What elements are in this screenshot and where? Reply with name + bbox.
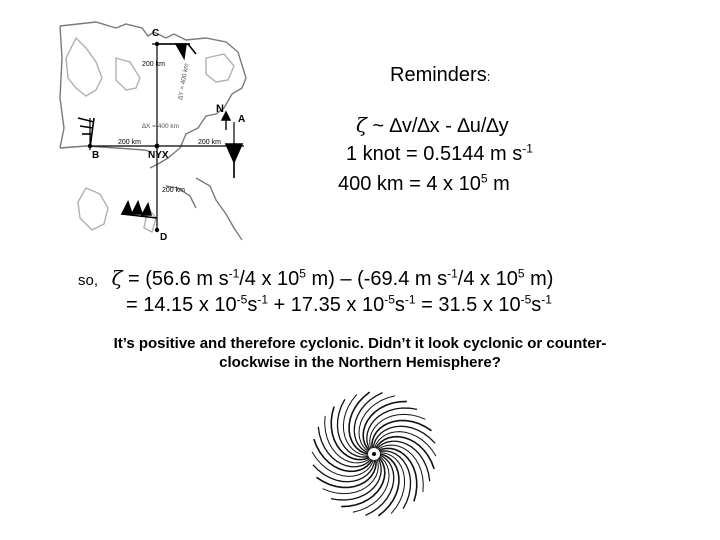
so-label: so, (78, 272, 99, 289)
reminders-title (390, 64, 490, 87)
computation-line-1 (78, 266, 553, 291)
swirl-center (372, 452, 376, 456)
map-label-km-left: 200 km (118, 139, 141, 146)
map-label-km-bottom: 200 km (162, 187, 185, 194)
calc-part: = 14.15 x 10 (126, 294, 237, 316)
map-label-dy: ∆Y = 400 km (177, 62, 191, 101)
vorticity-formula (356, 113, 509, 138)
map-label-km-right: 200 km (198, 139, 221, 146)
km-conversion-unit: m (487, 173, 510, 195)
calc-exp: 5 (517, 266, 525, 281)
calc-part: = (56.6 m s (122, 268, 229, 290)
swirl-arm (317, 460, 377, 488)
calc-exp: 5 (299, 266, 306, 281)
computation-line-2 (126, 294, 552, 317)
calc-exp: -1 (541, 292, 552, 307)
map-label-dx: ∆X = 400 km (142, 123, 180, 130)
knot-conversion-exp: -1 (522, 141, 533, 156)
map-label-km-top: 200 km (142, 61, 165, 68)
calc-part: + 17.35 x 10 (268, 294, 385, 316)
calc-exp: -5 (236, 292, 248, 307)
map-label-n: N (216, 103, 224, 115)
calc-part: s (394, 294, 405, 316)
knot-conversion (346, 143, 533, 166)
calc-part: = 31.5 x 10 (415, 294, 521, 316)
calc-part: /4 x 10 (239, 268, 300, 290)
map-label-a: A (238, 114, 246, 125)
map-label-c: C (152, 28, 160, 39)
reminders-title-text: Reminders (390, 64, 487, 86)
cyclone-swirl-icon (308, 388, 440, 520)
calc-exp: -1 (257, 292, 268, 307)
calc-part: /4 x 10 (457, 268, 518, 290)
conclusion-line-1: It’s positive and therefore cyclonic. Didn’t it look cyclonic or counter- (113, 335, 607, 352)
km-conversion-text: 400 km = 4 x 10 (338, 173, 481, 195)
map-label-b: B (92, 150, 100, 161)
reminders-title-colon: : (486, 69, 491, 84)
map-label-d: D (160, 232, 168, 243)
calc-exp: -5 (520, 292, 532, 307)
conclusion-text (60, 334, 660, 372)
zeta-symbol-2: ζ (111, 266, 123, 290)
tilde-symbol: ~ (372, 115, 385, 137)
calc-exp: -5 (384, 292, 395, 307)
conclusion-line-2: clockwise in the Northern Hemisphere? (219, 354, 501, 371)
zeta-symbol: ζ (356, 113, 367, 137)
map-label-nyx: NYX (148, 150, 169, 161)
calc-part: m) – (-69.4 m s (305, 268, 448, 290)
calc-exp: -1 (404, 292, 416, 307)
knot-conversion-text: 1 knot = 0.5144 m s (346, 143, 523, 165)
km-conversion-exp: 5 (480, 171, 488, 186)
calc-part: m) (524, 268, 554, 290)
swirl-arm (372, 421, 432, 449)
formula-expression: ∆v/∆x - ∆u/∆y (389, 115, 509, 137)
km-conversion (338, 173, 510, 196)
calc-part: s (531, 294, 542, 316)
calc-exp: -1 (228, 266, 240, 281)
calc-part: s (247, 294, 258, 316)
weather-map (56, 18, 252, 244)
calc-exp: -1 (447, 266, 458, 281)
